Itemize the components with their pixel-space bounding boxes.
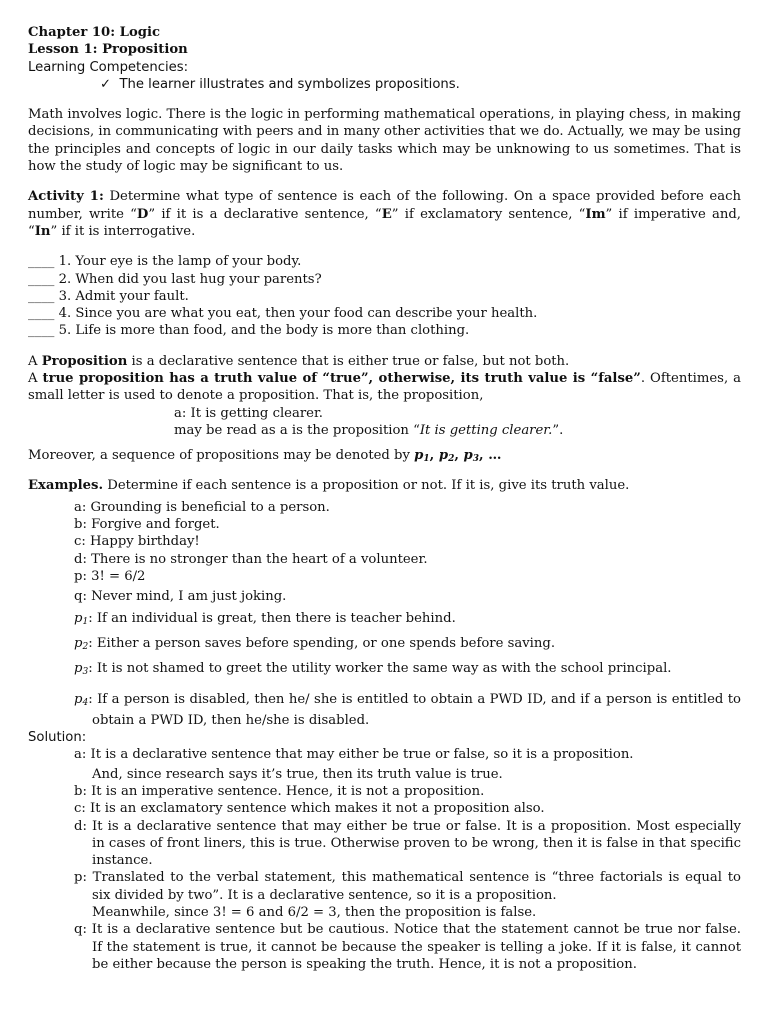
example-item: $p_3$: It is not shamed to greet the utility worker the same way as with the school principal. [74,661,672,678]
checkmark-icon: ✓ [100,76,112,92]
answer-blank[interactable]: ____ [28,254,55,270]
intro-paragraph: Math involves logic. There is the logic in performing mathematical operations, in playing chess, in making decisions, in communicating with peers and in many other activities that we do. Actually, we may be using the principles and concepts of logic in our daily tasks which may be unknowing to us sometimes. That is how the study of logic may be significant to us. [28,107,746,175]
answer-blank[interactable]: ____ [28,271,55,287]
truth-value-definition: A true proposition has a truth value of “true”, otherwise, its truth value is “false”. Oftentimes, a small letter is used to denote a proposition. That is, the proposition, [28,371,746,404]
examples-heading: Examples. Determine if each sentence is a proposition or not. If it is, give its truth value. [28,477,630,493]
example-item: $p_1$: If an individual is great, then there is teacher behind. [74,610,456,627]
example-item: q: Never mind, I am just joking. [74,589,287,605]
activity-item: ____ 3. Admit your fault. [28,288,189,304]
solution-list [28,746,746,973]
example-item: b: Forgive and forget. [74,517,220,533]
example-item: d: There is no stronger than the heart of a volunteer. [74,551,428,567]
chapter-title: Chapter 10: Logic [28,25,161,40]
solution-label: Solution: [28,730,87,746]
lesson-title: Lesson 1: Proposition [28,42,188,58]
competency-text: The learner illustrates and symbolizes propositions. [119,76,460,92]
example-item: $p_2$: Either a person saves before spending, or one spends before saving. [74,635,556,652]
example-item: c: Happy birthday! [74,534,200,550]
document-page [28,24,746,973]
solution-item: b: It is an imperative sentence. Hence, it is not a proposition. [74,783,485,799]
competencies-label: Learning Competencies: [28,59,189,75]
example-item: $p_4$: If a person is disabled, then he/ she is entitled to obtain a PWD ID, and if a person is entitled to obtain a PWD ID, then he/she is disabled. [74,691,746,728]
proposition-definition: A Proposition is a declarative sentence that is either true or false, but not both. [28,353,570,369]
answer-blank[interactable]: ____ [28,323,55,339]
solution-item: p: Translated to the verbal statement, this mathematical sentence is “three factorials is equal to six divided by two”. It is a declarative sentence, so it is a proposition. [74,870,746,903]
example-item: p: 3! = 6/2 [74,569,146,585]
solution-item: d: It is a declarative sentence that may either be true or false. It is a proposition. Most especially in cases of front liners, this is true. Otherwise proven to be wrong, then it is false in that specific instance. [74,818,746,869]
example-item: a: Grounding is beneficial to a person. [74,499,330,515]
proposition-example: a: It is getting clearer. [174,405,323,421]
examples-list [28,499,746,729]
answer-blank[interactable]: ____ [28,288,55,304]
activity-instructions: Activity 1: Determine what type of sentence is each of the following. On a space provided before each number, write “D” if it is a declarative sentence, “E” if exclamatory sentence, “Im” if imperative and, “In” if it is interrogative. [28,189,746,239]
solution-item: q: It is a declarative sentence but be cautious. Notice that the statement cannot be true nor false. If the statement is true, it cannot be because the speaker is telling a joke. If it is false, it cannot be either because the person is speaking the truth. Hence, it is not a proposition. [74,922,746,972]
solution-item: Meanwhile, since 3! = 6 and 6/2 = 3, then the proposition is false. [92,905,537,921]
proposition-sequence: Moreover, a sequence of propositions may be denoted by $p_1$, $p_2$, $p_3$, … [28,448,502,465]
activity-item: ____ 1. Your eye is the lamp of your body. [28,254,302,270]
solution-item: c: It is an exclamatory sentence which makes it not a proposition also. [74,801,545,817]
solution-item: And, since research says it’s true, then its truth value is true. [92,766,503,782]
answer-blank[interactable]: ____ [28,306,55,322]
competency-item [28,76,741,93]
solution-item: a: It is a declarative sentence that may either be true or false, so it is a proposition. [74,747,634,763]
activity-item: ____ 5. Life is more than food, and the body is more than clothing. [28,323,470,339]
activity-list [28,253,741,339]
activity-item: ____ 4. Since you are what you eat, then your food can describe your health. [28,306,538,322]
activity-label: Activity 1: [28,189,104,205]
activity-item: ____ 2. When did you last hug your parents? [28,271,322,287]
proposition-reading: may be read as a is the proposition “It is getting clearer.”. [174,422,564,438]
